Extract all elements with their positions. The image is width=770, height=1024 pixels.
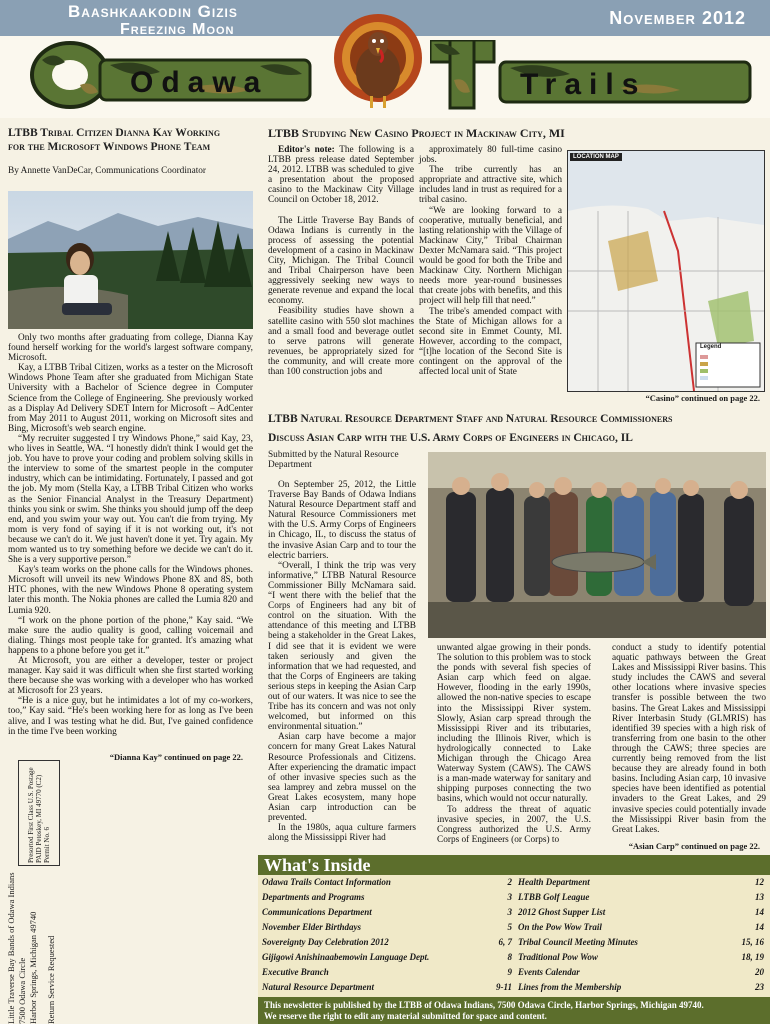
photo-carp-meeting-group (428, 452, 766, 638)
toc-page: 14 (755, 922, 764, 932)
toc-page: 3 (507, 892, 512, 902)
whats-inside-table (258, 875, 770, 997)
masthead-title-right-text: Trails (520, 68, 647, 101)
article-paragraph: The following is a LTBB press release dated September 24, 2012. LTBB was scheduled to give a presentation about the proposed casino to the Mackinaw City Village Council on October 18, 2012. (268, 145, 414, 206)
postal-indicia (0, 760, 60, 1024)
map-graphic (568, 151, 764, 391)
toc-page: 23 (755, 982, 764, 992)
toc-item: Communications Department (262, 907, 372, 917)
masthead-subtitle-ojibwe: Baashkaakodin Gizis (68, 2, 238, 21)
article-paragraph: “We are looking forward to a cooperative, mutually beneficial, and lasting relationship with the Village of Mackinaw City,” Tribal Chairman Dexter McNamara said. “This project would be good for both the Tribe and Mackinaw City. Northern Michigan needs more year-round businesses that create jobs with benefits, and this project will help fill that need.” (419, 205, 562, 307)
toc-entry[interactable] (262, 892, 512, 907)
toc-page: 13 (755, 892, 764, 902)
article-body-asian-carp-col3 (612, 643, 766, 835)
article-headline-line: for the Microsoft Windows Phone Team (8, 141, 211, 153)
article-byline: Submitted by the Natural Resource Department (268, 450, 399, 471)
toc-page: 3 (507, 907, 512, 917)
toc-entry[interactable] (262, 907, 512, 922)
article-paragraph: “Overall, I think the trip was very informative,” LTBB Natural Resource Commissioner Billy McNamara said. “I went there with the belief that the Corps of Engineers had any bit of control on the situation. With the attendance of this meeting and LTBB being a stakeholder in the Great Lakes, I did see that it is evident we were taken seriously and given the information that we had requested, and that the Corps of Engineers are taking serious steps in keeping the Asian Carp out of our waters. It was nice to see the Tribe has its concern and was not only welcomed, but informed on this environmental situation.” (268, 560, 416, 733)
toc-item: Departments and Programs (262, 892, 365, 902)
photo-dianna-kay (8, 191, 253, 329)
article-paragraph: On September 25, 2012, the Little Traverse Bay Bands of Odawa Indians Natural Resource Department staff and Natural Resource Commissioners met with the U.S. Army Corps of Engineers in Chicago, IL, to discuss the status of the invasive Asian Carp and to tour the electric barriers. (268, 480, 416, 561)
toc-page: 9-11 (495, 982, 512, 992)
toc-entry[interactable] (518, 892, 764, 907)
article-paragraph: Asian carp have become a major concern for many Great Lakes Natural Resource Professionals and Citizens. After experiencing the dramatic impact of other invasive species such as the sea lamprey and zebra mussel on the Great Lakes ecosystem, many hope Asian carp introduction can be prevented. (268, 732, 416, 824)
map-legend-title: Legend (700, 344, 722, 350)
article-byline: By Annette VanDeCar, Communications Coordinator (8, 166, 207, 176)
mailing-address-line3: Harbor Springs, Michigan 49740 (28, 911, 38, 1024)
toc-entry[interactable] (262, 877, 512, 892)
article-paragraph: Feasibility studies have shown a satellite casino with 550 slot machines and a small food and beverage outlet to serve patrons will generate revenues, be appropriately sized for the community, and will create more than 100 construction jobs and (268, 306, 414, 377)
toc-entry[interactable] (518, 982, 764, 997)
whats-inside-right-column (518, 877, 764, 997)
article-body-casino-col1 (268, 145, 414, 377)
masthead-logo-odawa (30, 40, 320, 110)
article-paragraph: In the 1980s, aqua culture farmers along the Mississippi River had (268, 823, 416, 844)
article-headline-line: LTBB Natural Resource Department Staff and Natural Resource Commissioners (268, 413, 673, 425)
article-body-dianna-kay (8, 333, 253, 737)
toc-entry[interactable] (518, 877, 764, 892)
toc-item: Lines from the Membership (518, 982, 622, 992)
continued-asian-carp-link[interactable]: “Asian Carp” continued on page 22. (628, 841, 760, 851)
toc-item: On the Pow Wow Trail (518, 922, 602, 932)
continued-dianna-kay-link[interactable]: “Dianna Kay” continued on page 22. (109, 752, 243, 762)
turkey-illustration (330, 8, 426, 114)
toc-page: 9 (507, 967, 512, 977)
article-paragraph: The Little Traverse Bay Bands of Odawa Indians is currently in the process of assessing the potential development of a casino in Mackinaw City, Michigan. The Tribal Council and Tribal Chairperson have been aggressively seeking new ways to generate revenue and expand the local economy. (268, 215, 414, 307)
footer-disclaimer: We reserve the right to edit any material submitted for space and content. (264, 1011, 547, 1021)
toc-page: 14 (755, 907, 764, 917)
masthead-title-left-text: Odawa (130, 66, 269, 99)
toc-item: Tribal Council Meeting Minutes (518, 937, 638, 947)
return-service: Return Service Requested (46, 935, 56, 1024)
article-headline-asian-carp (268, 410, 768, 448)
article-headline-line: Discuss Asian Carp with the U.S. Army Corps of Engineers in Chicago, IL (268, 432, 633, 444)
masthead (0, 0, 770, 118)
masthead-subtitle-english: Freezing Moon (120, 21, 235, 38)
toc-item: 2012 Ghost Supper List (518, 907, 606, 917)
article-paragraph: Kay, a LTBB Tribal Citizen, works as a tester on the Microsoft Windows Phone Team after she graduated from Michigan State University with a Bachelor of Science degree in Computer Science from the College of Engineering. She previously worked as a Display Ad Delivery SDET Intern for Microsoft – AdCenter from May 2011 to August 2011, working on Microsoft sites and Bing, Microsoft's web search engine. (8, 363, 253, 434)
whats-inside-header (258, 855, 770, 875)
location-map (567, 150, 765, 392)
toc-item: Events Calendar (518, 967, 580, 977)
map-title: LOCATION MAP (570, 153, 622, 161)
toc-page: 20 (755, 967, 764, 977)
toc-page: 15, 16 (741, 937, 764, 947)
toc-item: Natural Resource Department (262, 982, 375, 992)
toc-item: Gijigowi Anishinaabemowin Language Dept. (262, 952, 430, 962)
toc-entry[interactable] (518, 922, 764, 937)
article-paragraph: unwanted algae growing in their ponds. The solution to this problem was to stock the ponds with several fish species of Asian carp which feed on algae. However, flooding in the early 1990s, allowed the non-native species to escape into the Mississippi River system. Slowly, Asian carp spread through the Mississippi River and its tributaries, including the Illinois River, which is hydrologically connected to Lake Michigan through the Chicago Area Waterway System (CAWS). The CAWS is a man-made waterway for sanitary and shipping purposes connecting the two basins, which would not occur naturally. (437, 643, 591, 805)
postage-permit: Presorted First Class U.S. Postage PAID Petoskey, MI 49770 (C2) Permit No. 6 (27, 767, 51, 863)
toc-page: 18, 19 (741, 952, 764, 962)
article-headline-casino: LTBB Studying New Casino Project in Mackinaw City, MI (268, 126, 565, 140)
article-paragraph: The tribe's amended compact with the State of Michigan allows for a second site in Emmet County, MI. However, according to the compact, “[t]he location of the Second Site is contingent on the approval of the affected local unit of State (419, 306, 562, 378)
mailing-address-line1: Little Traverse Bay Bands of Odawa Indians (6, 872, 16, 1024)
toc-entry[interactable] (262, 952, 512, 967)
toc-entry[interactable] (262, 922, 512, 937)
article-paragraph: “My recruiter suggested I try Windows Phone,” said Kay, 23, who lives in Seattle, WA. “I honestly didn't think I would get the job. You have to prove your coding and problem solving skills in the interview to some of the smartest people in the computer industry, which can be intimidating. Fortunately, I passed and got the job. My mom (Stella Kay, a LTBB Tribal Citizen who works as the Senior Financial Analyst in the Treasury Department) thinks you sink or swim. She thinks you should jump off the deep end, and you swim your way out. You can't die from trying. My mom is very fond of saying if it is not working out, it's not because we can't do it. We just haven't done it yet. Try again. My mom wanted us to try something before we decide we can't do it. She is a very supportive person.” (8, 433, 253, 566)
toc-item: Odawa Trails Contact Information (262, 877, 391, 887)
issue-date: November 2012 (609, 8, 746, 28)
toc-entry[interactable] (262, 982, 512, 997)
postage-permit-box (18, 760, 60, 866)
article-paragraph: Kay's team works on the phone calls for the Windows phones. Microsoft will unveil its new Windows Phone 8X and 8S, both HTC phones, with the new Windows Phone 8 operating system later this month. The Nokia phones are called the Lumia 820 and Lumia 920. (8, 565, 253, 616)
article-headline-dianna-kay (8, 126, 253, 154)
article-body-casino-col2 (419, 145, 562, 377)
toc-item: November Elder Birthdays (262, 922, 361, 932)
article-body-asian-carp-col1 (268, 480, 416, 843)
toc-page: 8 (507, 952, 512, 962)
article-paragraph: “I work on the phone portion of the phone,” Kay said. “We make sure the audio quality is good, calling voicemail and dialing. Things most people take for granted. It's amazing what happens to a phone before you get it.” (8, 615, 253, 656)
toc-item: Sovereignty Day Celebration 2012 (262, 937, 389, 947)
article-paragraph: approximately 80 full-time casino jobs. (419, 145, 562, 166)
toc-item: LTBB Golf League (518, 892, 590, 902)
whats-inside-title: What's Inside (264, 855, 371, 875)
whats-inside-left-column (262, 877, 512, 997)
article-paragraph: The tribe currently has an appropriate and attractive site, which includes land in trust as required for a tribal casino. (419, 165, 562, 206)
article-body-asian-carp-col2 (437, 643, 591, 845)
editors-note-label: Editor's note: (278, 145, 335, 155)
article-headline-line: LTBB Tribal Citizen Dianna Kay Working (8, 127, 221, 139)
mailing-address-line2: 7500 Odawa Circle (17, 957, 27, 1024)
footer-publisher: This newsletter is published by the LTBB of Odawa Indians, 7500 Odawa Circle, Harbor Springs, Michigan 49740. (264, 1000, 704, 1010)
toc-item: Health Department (518, 877, 590, 887)
toc-item: Executive Branch (262, 967, 329, 977)
toc-entry[interactable] (262, 937, 512, 952)
whats-inside-footer (258, 997, 770, 1024)
article-paragraph: Only two months after graduating from college, Dianna Kay found herself working for the world's largest software company, Microsoft. (8, 333, 253, 364)
article-paragraph: At Microsoft, you are either a developer, tester or project manager. Kay said it was difficult when she first started working there because she was working with a developer who has worked at Microsoft for 23 years. (8, 656, 253, 697)
toc-page: 6, 7 (498, 937, 512, 947)
editors-note (268, 145, 414, 206)
toc-entry[interactable] (518, 952, 764, 967)
toc-page: 5 (507, 922, 512, 932)
toc-entry[interactable] (518, 937, 764, 952)
toc-entry[interactable] (518, 907, 764, 922)
toc-item: Traditional Pow Wow (518, 952, 598, 962)
toc-entry[interactable] (262, 967, 512, 982)
article-paragraph: To address the threat of aquatic invasive species, in 2007, the U.S. Congress authorized the U.S. Army Corps of Engineers (or Corps) to (437, 804, 591, 845)
toc-page: 12 (755, 877, 764, 887)
toc-page: 2 (507, 877, 512, 887)
continued-casino-link[interactable]: “Casino” continued on page 22. (645, 393, 760, 403)
article-paragraph: “He is a nice guy, but he intimidates a lot of my co-workers, too,” Kay said. “He's been working here for as long as I've been alive, and I was testing what he did. But, I've gained confidence in the time I've been working (8, 696, 253, 737)
toc-entry[interactable] (518, 967, 764, 982)
article-paragraph: conduct a study to identify potential aquatic pathways between the Great Lakes and Mississippi River basins. This study includes the CAWS and several other locations where invasive species transfer is possible between the two basins. The Great Lakes and Mississippi River Interbasin Study (GLMRIS) has identified 39 species with a high risk of transferring from one basin to the other through the CAWS; three species are currently being removed from the list because they are already found in both basins. Including Asian carp, 10 invasive species have been identified as potential invaders to the Great Lakes, and 29 invasive species could potentially invade the Mississippi River basin from the Great Lakes. (612, 643, 766, 835)
masthead-logo-trails (430, 40, 760, 110)
